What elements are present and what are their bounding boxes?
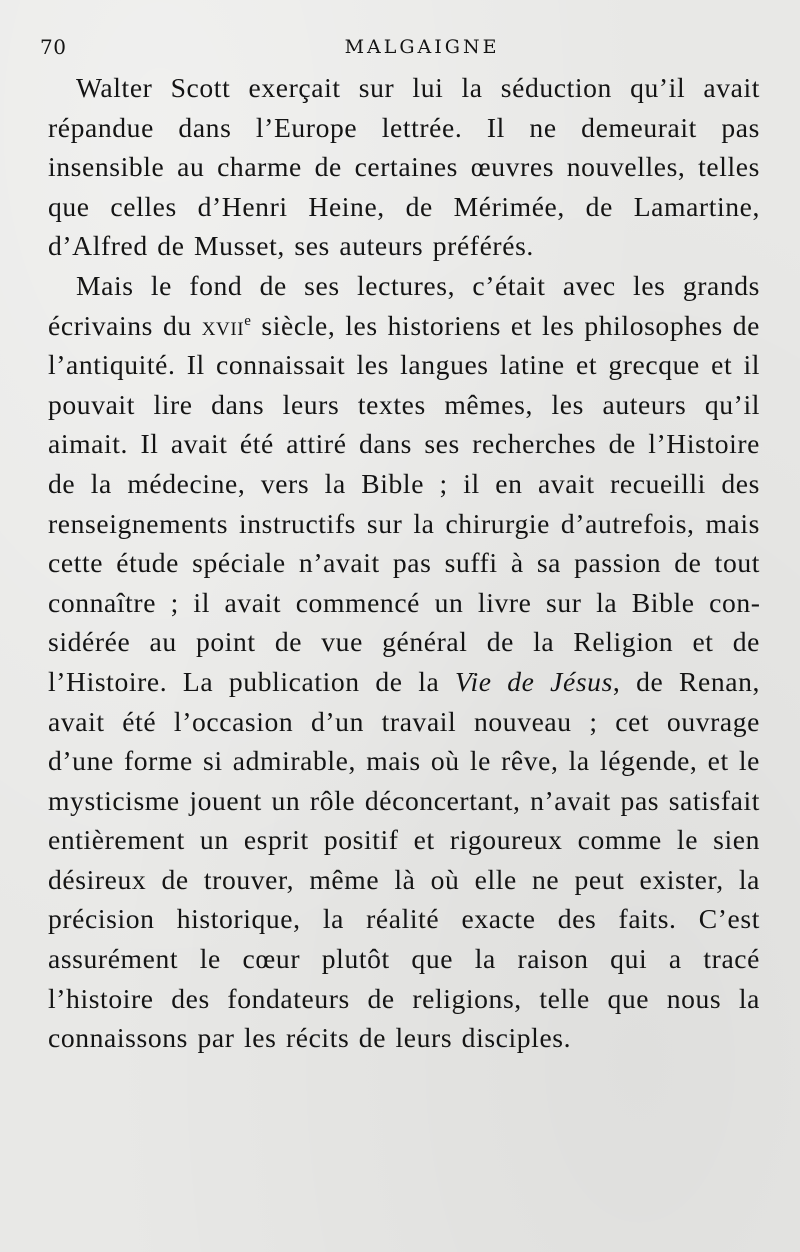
paragraph-2-text-c: , de Renan, avait été l’occasion d’un travail nouveau ; cet ouvrage d’une forme si admirable, mais où le rêve, la légende, et le mysticisme jouent un rôle déconcertant, n’avait pas satisfait entièrement un esprit positif et rigoureux comme le sien désireux de trouver, même là où elle ne peut exister, la précision historique, la réalité exacte des faits. C’est assurément le cœur plutôt que la raison qui a tracé l’histoire des fondateurs de religions, telle que nous la connaissons par les récits de leurs disciples. xyxy=(48,665,761,1054)
paragraph-2 xyxy=(48,266,760,1058)
paragraph-2-text-a: Mais le fond de ses lectures, c’était avec les grands écrivains du xyxy=(48,269,760,341)
book-title-italic: Vie de Jésus xyxy=(455,665,613,697)
century-numeral: xvii xyxy=(201,309,245,341)
paragraph-1-text: Walter Scott exerçait sur lui la séduction qu’il avait répandue dans l’Europe lettrée. Il ne demeurait pas insensible au charme de certaines œuvres nouvelles, telles que celles d’Henri Heine, de Mérimée, de Lamartine, d’Alfred de Musset, ses auteurs préférés. xyxy=(48,72,760,262)
running-head xyxy=(40,32,760,62)
century-superscript: e xyxy=(244,312,252,329)
body-text xyxy=(48,68,760,1058)
running-title: MALGAIGNE xyxy=(344,36,500,58)
paragraph-2-text-b: siècle, les historiens et les philosophes de l’antiquité. Il connaissait les langues latine et grecque et il pouvait lire dans leurs textes mêmes, les auteurs qu’il aimait. Il avait été attiré dans ses recherches de l’Histoire de la médecine, vers la Bible ; il en avait recueilli des renseignements instructifs sur la chirurgie d’autrefois, mais cette étude spéciale n’avait pas suffi à sa passion de tout connaître ; il avait commencé un livre sur la Bible considérée au point de vue général de la Religion et de l’Histoire. La publication de la xyxy=(48,309,760,697)
page-number: 70 xyxy=(40,35,67,59)
paragraph-1 xyxy=(48,68,760,266)
